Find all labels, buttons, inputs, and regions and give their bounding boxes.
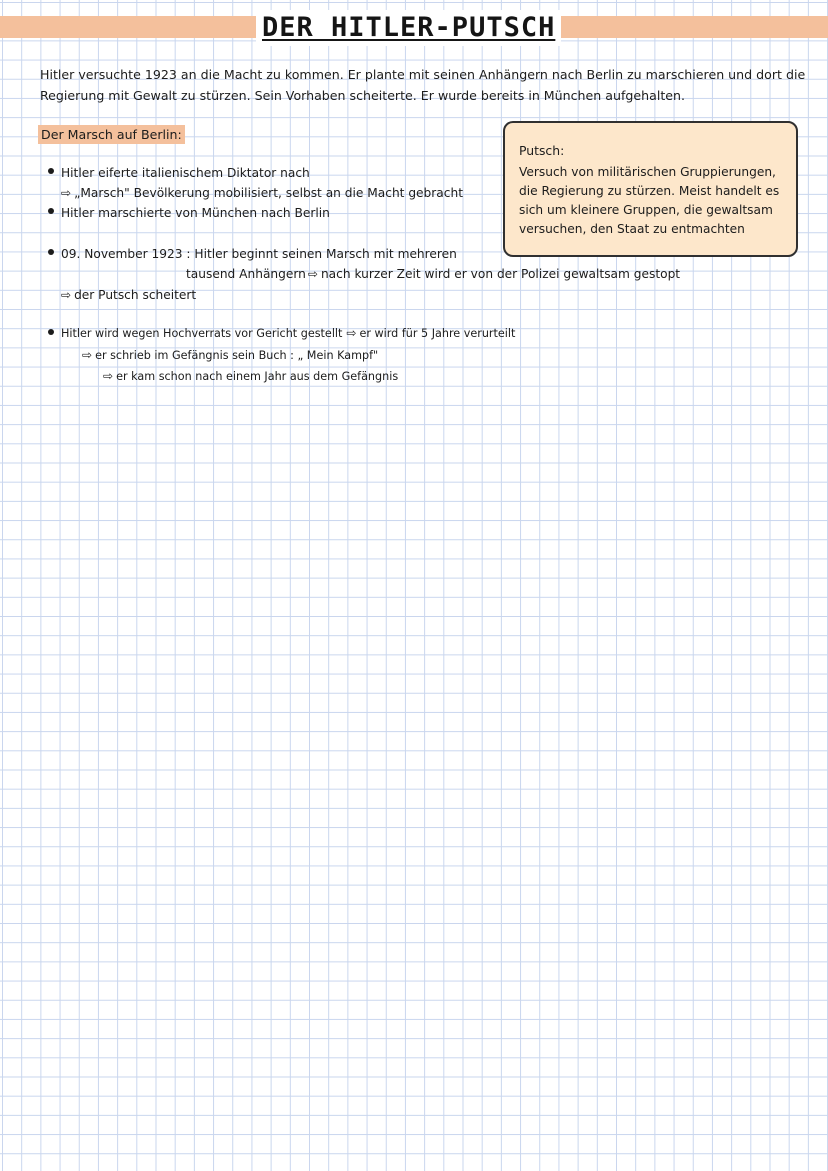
note-bullet-3-line-2	[186, 266, 680, 283]
note-bullet-2: Hitler marschierte von München nach Berlin	[61, 206, 330, 220]
note-bullet-4-sub-2-text: er kam schon nach einem Jahr aus dem Gefängnis	[116, 370, 399, 383]
note-bullet-3-line-2b: nach kurzer Zeit wird er von der Polizei gewaltsam gestopt	[320, 267, 681, 281]
arrow-icon: ⇨	[61, 186, 72, 200]
note-bullet-3-sub-text: der Putsch scheitert	[74, 288, 197, 302]
bullet-4	[48, 329, 54, 335]
note-bullet-3-sub	[61, 287, 196, 304]
bullet-3	[48, 249, 54, 255]
note-bullet-1: Hitler eiferte italienischem Diktator nach	[61, 166, 310, 180]
definition-line-2: die Regierung zu stürzen. Meist handelt es	[519, 184, 780, 198]
note-bullet-4	[61, 325, 515, 342]
note-bullet-4-sub-1	[82, 347, 378, 364]
arrow-icon: ⇨	[346, 326, 357, 340]
note-bullet-1-sub-text: „Marsch" Bevölkerung mobilisiert, selbst an die Macht gebracht	[74, 186, 463, 200]
note-bullet-4b: er wird für 5 Jahre verurteilt	[359, 327, 516, 340]
section-heading: Der Marsch auf Berlin:	[38, 125, 185, 144]
note-bullet-4-sub-1-text: er schrieb im Gefängnis sein Buch : „ Mein Kampf"	[95, 349, 379, 362]
intro-line-2: Regierung mit Gewalt zu stürzen. Sein Vorhaben scheiterte. Er wurde bereits in München aufgehalten.	[40, 88, 686, 103]
note-bullet-4-sub-2	[103, 368, 398, 385]
bullet-1	[48, 168, 54, 174]
arrow-icon: ⇨	[103, 369, 114, 383]
note-bullet-4a: Hitler wird wegen Hochverrats vor Gericht gestellt	[61, 327, 343, 340]
arrow-icon: ⇨	[82, 348, 93, 362]
definition-title: Putsch:	[519, 143, 565, 158]
definition-line-3: sich um kleinere Gruppen, die gewaltsam	[519, 203, 773, 217]
note-bullet-3-line-1: 09. November 1923 : Hitler beginnt seinen Marsch mit mehreren	[61, 247, 457, 261]
definition-box	[503, 121, 798, 257]
bullet-2	[48, 208, 54, 214]
note-bullet-3-line-2a: tausend Anhängern	[186, 267, 306, 281]
intro-line-1: Hitler versuchte 1923 an die Macht zu kommen. Er plante mit seinen Anhängern nach Berlin zu marschieren und dort die	[40, 67, 806, 82]
page-title: DER HITLER-PUTSCH	[256, 10, 561, 46]
arrow-icon: ⇨	[61, 288, 72, 302]
note-bullet-1-sub	[61, 185, 463, 202]
arrow-icon: ⇨	[307, 267, 318, 281]
definition-line-1: Versuch von militärischen Gruppierungen,	[519, 165, 776, 179]
definition-line-4: versuchen, den Staat zu entmachten	[519, 222, 745, 236]
